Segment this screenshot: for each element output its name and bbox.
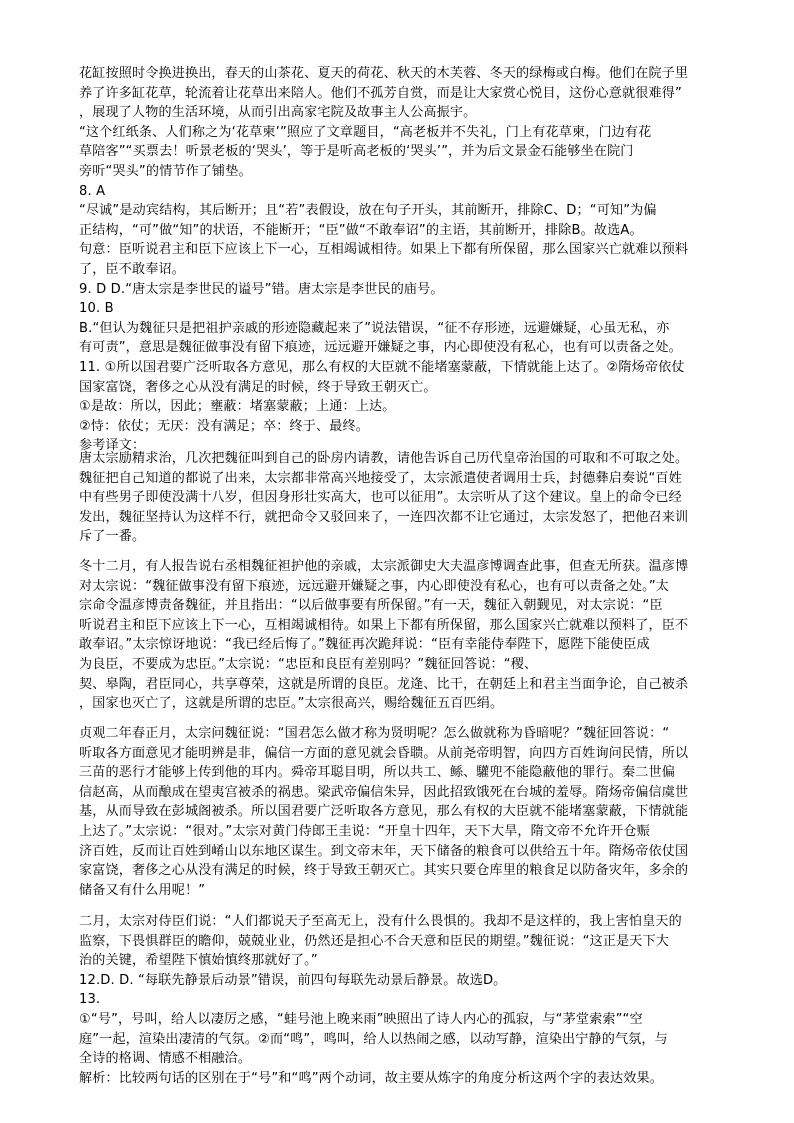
text-line: 听取各方面意见才能明辨是非，偏信一方面的意见就会昏聩。从前尧帝明智，向四方百姓询问民情，所以 bbox=[79, 745, 689, 761]
text-line: 国家富饶，奢侈之心从没有满足的时候，终于导致王朝灭亡。 bbox=[79, 379, 437, 395]
text-line: ，展现了人物的生活环境，从而引出高家宅院及故事主人公高振宇。 bbox=[79, 105, 477, 121]
text-line: 冬十二月，有人报告说右丞相魏征袒护他的亲戚，太宗派御史大夫温彦博调查此事，但查无所获。温彦博 bbox=[79, 559, 689, 574]
text-line: 契、皋陶，君臣同心，共享尊荣，这就是所谓的良臣。龙逄、比干，在朝廷上和君主当面争论，自己被杀 bbox=[79, 676, 689, 692]
text-line: 上达了。”太宗说：“很对。”太宗对黄门侍郎王圭说：“开皇十四年，天下大旱，隋文帝不允许开仓赈 bbox=[79, 823, 650, 839]
answer-number: 10. B bbox=[79, 301, 114, 317]
text-line: 贞观二年春正月，太宗问魏征说：“国君怎么做才称为贤明呢？怎么做就称为昏暗呢？”魏征回答说：“ bbox=[79, 726, 670, 741]
answer-number: 13. bbox=[79, 992, 101, 1008]
answer-number: 11. ①所以国君要广泛听取各方意见，那么有权的大臣就不能堵塞蒙蔽，下情就能上达了。②隋炀帝依仗 bbox=[79, 359, 685, 375]
text-line: 发出，魏征坚持认为这样不行，就把命令又驳回来了，一连四次都不让它通过，太宗发怒了，把他召来训 bbox=[79, 509, 689, 525]
text-line: 对太宗说：“魏征做事没有留下痕迹，远远避开嫌疑之事，内心即使没有私心，也有可以责备之处。”太 bbox=[79, 578, 670, 594]
text-line: ①是故：所以，因此；壅蔽：堵塞蒙蔽；上通：上达。 bbox=[79, 399, 396, 415]
text-line: 基，从而导致在彭城阁被杀。所以国君要广泛听取各方意见，那么有权的大臣就不能堵塞蒙蔽，下情就能 bbox=[79, 804, 689, 820]
text-line: 宗命令温彦博责备魏征，并且指出：“以后做事要有所保留。”有一天，魏征入朝觐见，对太宗说：“臣 bbox=[79, 598, 663, 614]
text-line: ②恃：依仗；无厌：没有满足；卒：终于、最终。 bbox=[79, 418, 370, 434]
text-line: 治的关键，希望陛下慎始慎终那就好了。” bbox=[79, 953, 318, 969]
text-line: 敢奉诏。”太宗惊讶地说：“我已经后悔了。”魏征再次跪拜说：“臣有幸能侍奉陛下，愿陛下能使臣成 bbox=[79, 637, 650, 653]
text-line: 有可责”，意思是魏征做事没有留下痕迹，远远避开嫌疑之事，内心即使没有私心，也有可以责备之处。 bbox=[79, 340, 682, 356]
text-line: 监察，下畏惧群臣的瞻仰，兢兢业业，仍然还是担心不合天意和臣民的期望。”魏征说：“这正是天下大 bbox=[79, 933, 670, 949]
answer-number: 12.D. D. “每联先静景后动景”错误，前四句每联先动景后静景。故选D。 bbox=[79, 972, 507, 988]
text-line: “这个红纸条、人们称之为‘花草柬’”照应了文章题目，“高老板并不失礼，门上有花草柬，门边有花 bbox=[79, 124, 652, 140]
text-line: 庭”一起，渲染出凄清的气氛。②而“鸣”，鸣叫，给人以热闹之感，以动写静，渲染出宁静的气氛，与 bbox=[79, 1031, 668, 1047]
text-line: 句意：臣听说君主和臣下应该上下一心，互相竭诚相待。如果上下都有所保留，那么国家兴亡就难以预料 bbox=[79, 242, 689, 258]
text-line: B.“但认为魏征只是把祖护亲戚的形迹隐藏起来了”说法错误，“征不存形迹，远避嫌疑，心虽无私，亦 bbox=[79, 320, 670, 336]
text-line: 魏征把自己知道的都说了出来，太宗都非常高兴地接受了，太宗派遣使者调用士兵，封德彝启奏说“百姓 bbox=[79, 470, 682, 486]
text-line: ①“号”，号叫，给人以凄厉之感，“蛙号池上晚来雨”映照出了诗人内心的孤寂，与“茅堂索索”“空 bbox=[79, 1011, 643, 1027]
translation-paragraph-2 bbox=[79, 557, 719, 714]
text-line: 斥了一番。 bbox=[79, 529, 146, 545]
text-line: 济百姓，反而让百姓到崤山以东地区谋生。到文帝末年，天下储备的粮食可以供给五十年。隋炀帝依仗国 bbox=[79, 843, 689, 859]
translation-paragraph-1 bbox=[79, 449, 719, 547]
text-line: 花缸按照时令换进换出，春天的山茶花、夏天的荷花、秋天的木芙蓉、冬天的绿梅或白梅。他们在院子里 bbox=[79, 66, 689, 81]
text-line: 全诗的格调、情感不相融洽。 bbox=[79, 1051, 252, 1067]
text-line: 解析：比较两句话的区别在于“号”和“鸣”两个动词，故主要从炼字的角度分析这两个字的表达效果。 bbox=[79, 1070, 663, 1086]
text-line: 信赵高，从而酿成在望夷宫被杀的祸患。梁武帝偏信朱异，因此招致饿死在台城的羞辱。隋炀帝偏信虞世 bbox=[79, 784, 689, 800]
text-line: 旁听“哭头”的情节作了铺垫。 bbox=[79, 163, 252, 179]
text-line: 二月，太宗对侍臣们说：“人们都说天子至高无上，没有什么畏惧的。我却不是这样的，我上害怕皇天的 bbox=[79, 914, 682, 929]
text-line: 听说君主和臣下应该上下一心，互相竭诚相待。如果上下都有所保留，那么国家兴亡就难以预料了，臣不 bbox=[79, 617, 689, 633]
text-line: 中有些男子即使没满十八岁，但因身形壮实高大，也可以征用”。太宗听从了这个建议。皇上的命令已经 bbox=[79, 490, 682, 506]
translation-paragraph-4 bbox=[79, 912, 719, 1088]
text-line: 草陪客”“买票去！听景老板的‘哭头’，等于是听高老板的‘哭头’”，并为后文景金石能够坐在院门 bbox=[79, 144, 634, 160]
text-line: “尽诚”是动宾结构，其后断开；且“若”表假设，放在句子开头，其前断开，排除C、D；“可知”为偏 bbox=[79, 203, 657, 219]
text-line: 家富饶，奢侈之心从没有满足的时候，终于导致王朝灭亡。其实只要仓库里的粮食足以防备灾年，多余的 bbox=[79, 863, 689, 879]
answer-number: 8. A bbox=[79, 183, 106, 199]
translation-paragraph-3 bbox=[79, 724, 719, 900]
text-line: ，国家也灭亡了，这就是所谓的忠臣。”太宗很高兴，赐给魏征五百匹绢。 bbox=[79, 696, 504, 712]
text-line: 正结构，“可”做“知”的状语，不能断开；“臣”做“不敢奉诏”的主语，其前断开，排除B。故选A。 bbox=[79, 222, 643, 238]
text-line: 养了许多缸花草，轮流着让花草出来陪人。他们不孤芳自赏，而是让大家赏心悦目，这份心意就很难得” bbox=[79, 85, 682, 101]
section-heading: 参考译文： bbox=[79, 438, 146, 454]
text-line: 三苗的恶行才能够上传到他的耳内。舜帝耳聪目明，所以共工、鲧、驩兜不能隐蔽他的罪行。秦二世偏 bbox=[79, 765, 675, 781]
text-line: 为良臣，不要成为忠臣。”太宗说：“忠臣和良臣有差别吗？”魏征回答说：“稷、 bbox=[79, 656, 538, 672]
text-line: 储备又有什么用呢！” bbox=[79, 882, 206, 898]
answer-section-intro bbox=[79, 64, 719, 456]
text-line: 了，臣不敢奉诏。 bbox=[79, 261, 185, 277]
text-line: 唐太宗励精求治，几次把魏征叫到自己的卧房内请教，请他告诉自己历代皇帝治国的可取和不可取之处。 bbox=[79, 451, 689, 466]
answer-number: 9. D D.“唐太宗是李世民的谥号”错。唐太宗是李世民的庙号。 bbox=[79, 281, 444, 297]
